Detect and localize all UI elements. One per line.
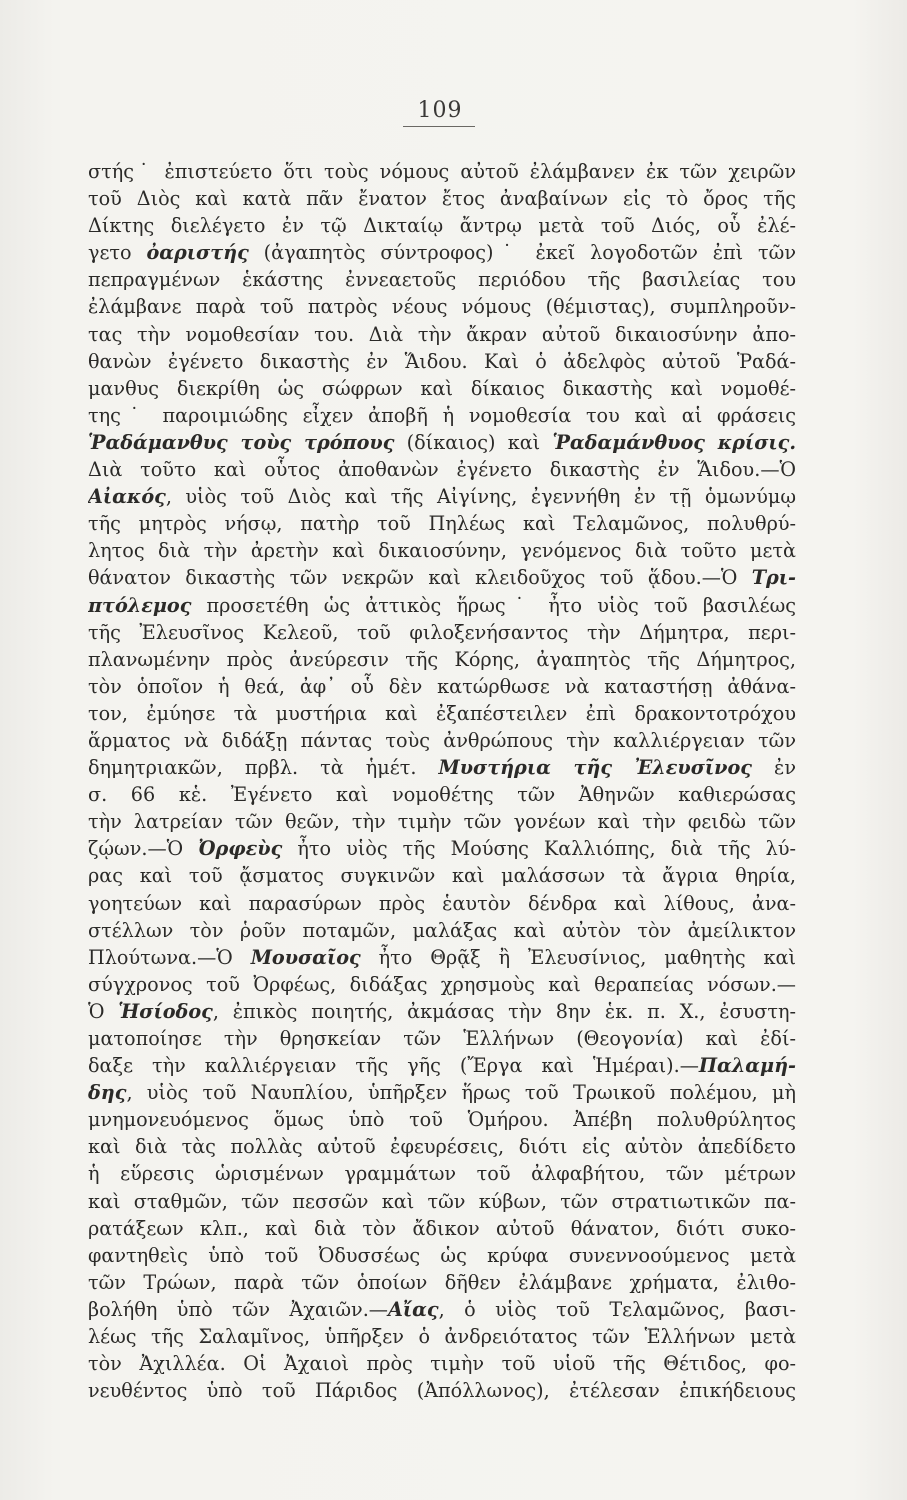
text-run: καὶ σταθμῶν, τῶν πεσσῶν καὶ τῶν κύβων, τῶν στρατιωτικῶν πα- [88,1189,796,1213]
text-line [88,673,796,700]
text-run: Διὰ τοῦτο καὶ οὗτος ἀποθανὼν ἐγένετο δικαστὴς ἐν Ἅιδου.—Ὁ [88,458,796,482]
text-run: τον, ἐμύησε τὰ μυστήρια καὶ ἐξαπέστειλεν ἐπὶ δρακοντοτρόχου [88,701,796,725]
text-run: μνημονευόμενος ὅμως ὑπὸ τοῦ Ὁμήρου. Ἀπέβη πολυθρύλητος [88,1108,796,1132]
text-line [88,1106,796,1133]
text-run: λητος διὰ τὴν ἀρετὴν καὶ δικαιοσύνην, γενόμενος διὰ τοῦτο μετὰ [88,539,796,563]
text-line [88,429,796,456]
text-line [88,646,796,673]
emphasized-term: Μουσαῖος [250,945,361,969]
text-line [88,890,796,917]
text-line [88,375,796,402]
text-line [88,835,796,862]
text-run: φαντηθεὶς ὑπὸ τοῦ Ὀδυσσέως ὡς κρύφα συνεννοούμενος μετὰ [88,1243,796,1267]
text-line [88,1215,796,1242]
text-line [88,1133,796,1160]
emphasized-term: Αἰακός [88,485,166,509]
text-run: ζῴων.—Ὁ [88,837,199,861]
text-line [88,592,796,619]
text-run: προσετέθη ὡς ἀττικὸς ἥρως˙ ἦτο υἱὸς τοῦ βασιλέως [191,593,796,617]
text-line [88,239,796,266]
text-line [88,1350,796,1377]
text-run: της˙ παροιμιώδης εἶχεν ἀποβῆ ἡ νομοθεσία του καὶ αἱ φράσεις [88,403,796,427]
text-line [88,1052,796,1079]
text-run: σ. 66 κἑ. Ἐγένετο καὶ νομοθέτης τῶν Ἀθηνῶν καθιερώσας [88,783,796,807]
text-line [88,212,796,239]
text-line [88,1242,796,1269]
text-run: τῶν Τρώων, παρὰ τῶν ὁποίων δῆθεν ἐλάμβανε χρήματα, ἐλιθο- [88,1270,796,1294]
text-run: πεπραγμένων ἑκάστης ἐννεαετοῦς περιόδου τῆς βασιλείας του [88,268,796,292]
body-text [88,158,796,1404]
emphasized-term: Μυστήρια τῆς Ἐλευσῖνος [438,756,752,780]
emphasized-term: Ἡσίοδος [118,999,213,1023]
text-line [88,348,796,375]
text-line [88,998,796,1025]
text-line [88,808,796,835]
text-run: , ὁ υἱὸς τοῦ Τελαμῶνος, βασι- [438,1297,796,1321]
text-line [88,185,796,212]
text-run: ἐν [751,756,796,780]
text-run: πλανωμένην πρὸς ἀνεύρεσιν τῆς Κόρης, ἀγαπητὸς τῆς Δήμητρος, [88,647,796,671]
text-line [88,1160,796,1187]
text-line [88,266,796,293]
emphasized-term: Παλαμή- [698,1054,796,1078]
text-line [88,402,796,429]
page-number: 109 [417,98,463,123]
text-run: βολήθη ὑπὸ τῶν Ἀχαιῶν.— [88,1297,388,1321]
text-run: ἦτο υἱὸς τῆς Μούσης Καλλιόπης, διὰ τῆς λύ- [282,837,796,861]
text-run: ρατάξεων κλπ., καὶ διὰ τὸν ἄδικον αὐτοῦ θάνατον, διότι συκο- [88,1216,796,1240]
text-run: (ἀγαπητὸς σύντροφος)˙ ἐκεῖ λογοδοτῶν ἐπὶ τῶν [248,241,796,265]
text-line [88,971,796,998]
text-run: γετο [88,241,147,265]
text-run: λέως τῆς Σαλαμῖνος, ὑπῆρξεν ὁ ἀνδρειότατος τῶν Ἑλλήνων μετὰ [88,1325,796,1349]
text-run: Ὁ [88,999,119,1023]
text-run: θάνατον δικαστὴς τῶν νεκρῶν καὶ κλειδοῦχος τοῦ ᾅδου.—Ὁ [88,566,752,590]
text-line [88,321,796,348]
text-run: τὴν λατρείαν τῶν θεῶν, τὴν τιμὴν τῶν γονέων καὶ τὴν φειδὼ τῶν [88,810,796,834]
text-run: τας τὴν νομοθεσίαν του. Διὰ τὴν ἄκραν αὐτοῦ δικαιοσύνην ἀπο- [88,322,796,346]
text-run: , ἐπικὸς ποιητής, ἀκμάσας τὴν 8ην ἑκ. π. Χ., ἐσυστη- [212,999,796,1023]
text-run: νευθέντος ὑπὸ τοῦ Πάριδος (Ἀπόλλωνος), ἐτέλεσαν ἐπικήδειους [88,1379,796,1403]
text-run: καὶ διὰ τὰς πολλὰς αὐτοῦ ἐφευρέσεις, διότι εἰς αὐτὸν ἀπεδίδετο [88,1135,796,1159]
text-run: τῆς μητρὸς νήσῳ, πατὴρ τοῦ Πηλέως καὶ Τελαμῶνος, πολυθρύ- [88,512,796,536]
emphasized-term: Ῥαδαμάνθυος κρίσις. [552,430,796,454]
emphasized-term: Αἴας [388,1297,439,1321]
text-run: ἐλάμβανε παρὰ τοῦ πατρὸς νέους νόμους (θέμιστας), συμπληροῦν- [88,295,796,319]
text-run: τὸν ὁποῖον ἡ θεά, ἀφ᾽ οὗ δὲν κατώρθωσε νὰ καταστήσῃ ἀθάνα- [88,674,796,698]
text-run: τοῦ Διὸς καὶ κατὰ πᾶν ἔνατον ἔτος ἀναβαίνων εἰς τὸ ὄρος τῆς [88,187,796,211]
emphasized-term: Ὀρφεὺς [198,837,283,861]
emphasized-term: ὀαριστής [146,241,249,265]
text-run: ρας καὶ τοῦ ᾄσματος συγκινῶν καὶ μαλάσσων τὰ ἄγρια θηρία, [88,864,796,888]
text-line [88,158,796,185]
text-line [88,537,796,564]
text-run: τὸν Ἀχιλλέα. Οἱ Ἀχαιοὶ πρὸς τιμὴν τοῦ υἱοῦ τῆς Θέτιδος, φο- [88,1352,796,1376]
text-line [88,1377,796,1404]
text-run: ἅρματος νὰ διδάξῃ πάντας τοὺς ἀνθρώπους τὴν καλλιέργειαν τῶν [88,728,796,752]
text-run: γοητεύων καὶ παρασύρων πρὸς ἑαυτὸν δένδρα καὶ λίθους, ἀνα- [88,891,796,915]
text-run: σύγχρονος τοῦ Ὀρφέως, διδάξας χρησμοὺς καὶ θεραπείας νόσων.— [88,972,796,996]
text-run: στέλλων τὸν ῥοῦν ποταμῶν, μαλάξας καὶ αὐτὸν τὸν ἀμείλικτον [88,918,796,942]
text-run: δημητριακῶν, πρβλ. τὰ ἡμέτ. [88,756,439,780]
text-line [88,862,796,889]
text-run: (δίκαιος) καὶ [394,430,553,454]
page-number-rule [403,126,475,127]
text-line [88,1025,796,1052]
text-run: ἦτο Θρᾷξ ἢ Ἐλευσίνιος, μαθητὴς καὶ [360,945,796,969]
text-run: Πλούτωνα.—Ὁ [88,945,251,969]
text-line [88,483,796,510]
emphasized-term: Τρι- [751,566,796,590]
text-line [88,1323,796,1350]
text-line [88,564,796,591]
text-run: θανὼν ἐγένετο δικαστὴς ἐν Ἅιδου. Καὶ ὁ ἀδελφὸς αὐτοῦ Ῥαδά- [88,349,796,373]
emphasized-term: Ῥαδάμανθυς τοὺς τρόπους [88,430,395,454]
text-run: , υἱὸς τοῦ Ναυπλίου, ὑπῆρξεν ἥρως τοῦ Τρωικοῦ πολέμου, μὴ [126,1081,796,1105]
text-line [88,700,796,727]
text-line [88,1269,796,1296]
text-line [88,1188,796,1215]
text-run: Δίκτης διελέγετο ἐν τῷ Δικταίῳ ἄντρῳ μετὰ τοῦ Διός, οὗ ἐλέ- [88,214,796,238]
text-run: μανθυς διεκρίθη ὡς σώφρων καὶ δίκαιος δικαστὴς καὶ νομοθέ- [88,376,796,400]
text-run: τῆς Ἐλευσῖνος Κελεοῦ, τοῦ φιλοξενήσαντος τὴν Δήμητρα, περι- [88,620,796,644]
text-run: ἡ εὕρεσις ὡρισμένων γραμμάτων τοῦ ἀλφαβήτου, τῶν μέτρων [88,1162,796,1186]
text-line [88,293,796,320]
emphasized-term: δης [88,1081,127,1105]
text-line [88,619,796,646]
text-line [88,1079,796,1106]
text-run: , υἱὸς τοῦ Διὸς καὶ τῆς Αἰγίνης, ἐγεννήθη ἐν τῇ ὁμωνύμῳ [165,485,796,509]
text-line [88,456,796,483]
text-line [88,944,796,971]
text-line [88,1296,796,1323]
text-line [88,510,796,537]
emphasized-term: πτόλεμος [88,593,192,617]
text-run: στής˙ ἐπιστεύετο ὅτι τοὺς νόμους αὐτοῦ ἐλάμβανεν ἐκ τῶν χειρῶν [88,160,796,183]
text-line [88,917,796,944]
text-run: ματοποίησε τὴν θρησκείαν τῶν Ἑλλήνων (Θεογονία) καὶ ἐδί- [88,1027,796,1050]
text-line [88,727,796,754]
text-line [88,754,796,781]
text-line [88,781,796,808]
text-run: δαξε τὴν καλλιέργειαν τῆς γῆς (Ἔργα καὶ Ἡμέραι).— [88,1054,699,1078]
